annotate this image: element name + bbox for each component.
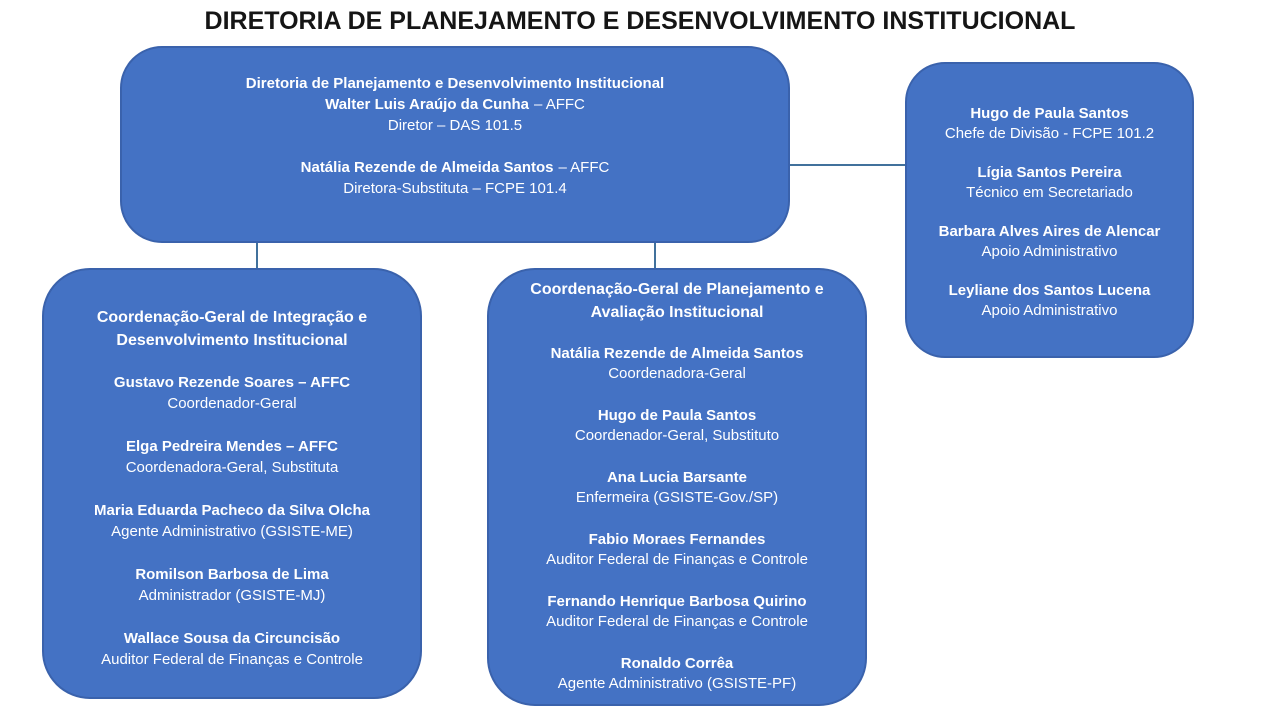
member-name: Fernando Henrique Barbosa Quirino [547, 593, 807, 610]
member-name-suffix: – AFFC [534, 96, 585, 113]
member-name-suffix: – AFFC [558, 159, 610, 176]
member-name: Barbara Alves Aires de Alencar [938, 223, 1161, 240]
member-entry [122, 157, 788, 199]
member-role: Diretor – DAS 101.5 [387, 117, 523, 134]
org-box-diretoria [120, 46, 790, 243]
member-entry [122, 94, 788, 136]
member-entry [44, 372, 420, 414]
member-entry [44, 500, 420, 542]
member-name: Walter Luis Araújo da Cunha – AFFC [325, 96, 585, 113]
member-entry [907, 281, 1192, 321]
member-entry [907, 222, 1192, 262]
member-entry [44, 436, 420, 478]
member-entry [489, 530, 865, 570]
member-role: Agente Administrativo (GSISTE-PF) [557, 675, 797, 692]
member-name: Wallace Sousa da Circuncisão [123, 630, 341, 647]
member-role: Coordenador-Geral, Substituto [574, 427, 780, 444]
member-entry [489, 344, 865, 384]
member-role: Diretora-Substituta – FCPE 101.4 [343, 180, 567, 197]
member-name: Elga Pedreira Mendes – AFFC [125, 438, 338, 455]
member-role: Agente Administrativo (GSISTE-ME) [111, 523, 353, 540]
member-role: Apoio Administrativo [981, 243, 1118, 260]
member-name: Maria Eduarda Pacheco da Silva Olcha [94, 502, 370, 519]
member-role: Apoio Administrativo [981, 302, 1118, 319]
member-entry [44, 564, 420, 606]
member-entry [489, 468, 865, 508]
member-role: Coordenadora-Geral [608, 365, 746, 382]
connector-diretoria-to-divisao [790, 164, 905, 166]
member-name: Hugo de Paula Santos [597, 407, 757, 424]
member-entry [489, 592, 865, 632]
member-entry [907, 163, 1192, 203]
member-role: Coordenadora-Geral, Substituta [125, 459, 339, 476]
member-role: Técnico em Secretariado [966, 184, 1133, 201]
member-name: Hugo de Paula Santos [970, 105, 1129, 122]
member-role: Coordenador-Geral [167, 395, 297, 412]
member-name: Natália Rezende de Almeida Santos [550, 345, 804, 362]
org-box-divisao [905, 62, 1194, 358]
member-entry [44, 628, 420, 670]
org-box-planejamento [487, 268, 867, 706]
box-title: Diretoria de Planejamento e Desenvolvimento Institucional [245, 75, 665, 92]
box-title: Coordenação-Geral de Planejamento e Avaliação Institucional [530, 281, 824, 321]
page-title: DIRETORIA DE PLANEJAMENTO E DESENVOLVIMENTO INSTITUCIONAL [204, 7, 1076, 35]
member-role: Auditor Federal de Finanças e Controle [546, 551, 808, 568]
member-entry [489, 406, 865, 446]
member-entry [907, 104, 1192, 144]
member-role: Chefe de Divisão - FCPE 101.2 [944, 125, 1155, 142]
connector-diretoria-to-integracao [256, 242, 258, 270]
member-role: Auditor Federal de Finanças e Controle [101, 651, 363, 668]
member-role: Enfermeira (GSISTE-Gov./SP) [575, 489, 779, 506]
member-role: Auditor Federal de Finanças e Controle [546, 613, 808, 630]
member-name: Leyliane dos Santos Lucena [948, 282, 1151, 299]
member-name: Gustavo Rezende Soares – AFFC [113, 374, 351, 391]
member-name: Natália Rezende de Almeida Santos – AFFC [300, 159, 610, 176]
member-name: Lígia Santos Pereira [977, 164, 1122, 181]
member-name: Fabio Moraes Fernandes [588, 531, 766, 548]
connector-diretoria-to-planejamento [654, 242, 656, 270]
member-role: Administrador (GSISTE-MJ) [138, 587, 326, 604]
member-name: Ronaldo Corrêa [620, 655, 734, 672]
box-title: Coordenação-Geral de Integração e Desenvolvimento Institucional [96, 309, 368, 349]
org-box-integracao [42, 268, 422, 699]
member-entry [489, 654, 865, 694]
member-name: Romilson Barbosa de Lima [135, 566, 329, 583]
member-name: Ana Lucia Barsante [606, 469, 748, 486]
